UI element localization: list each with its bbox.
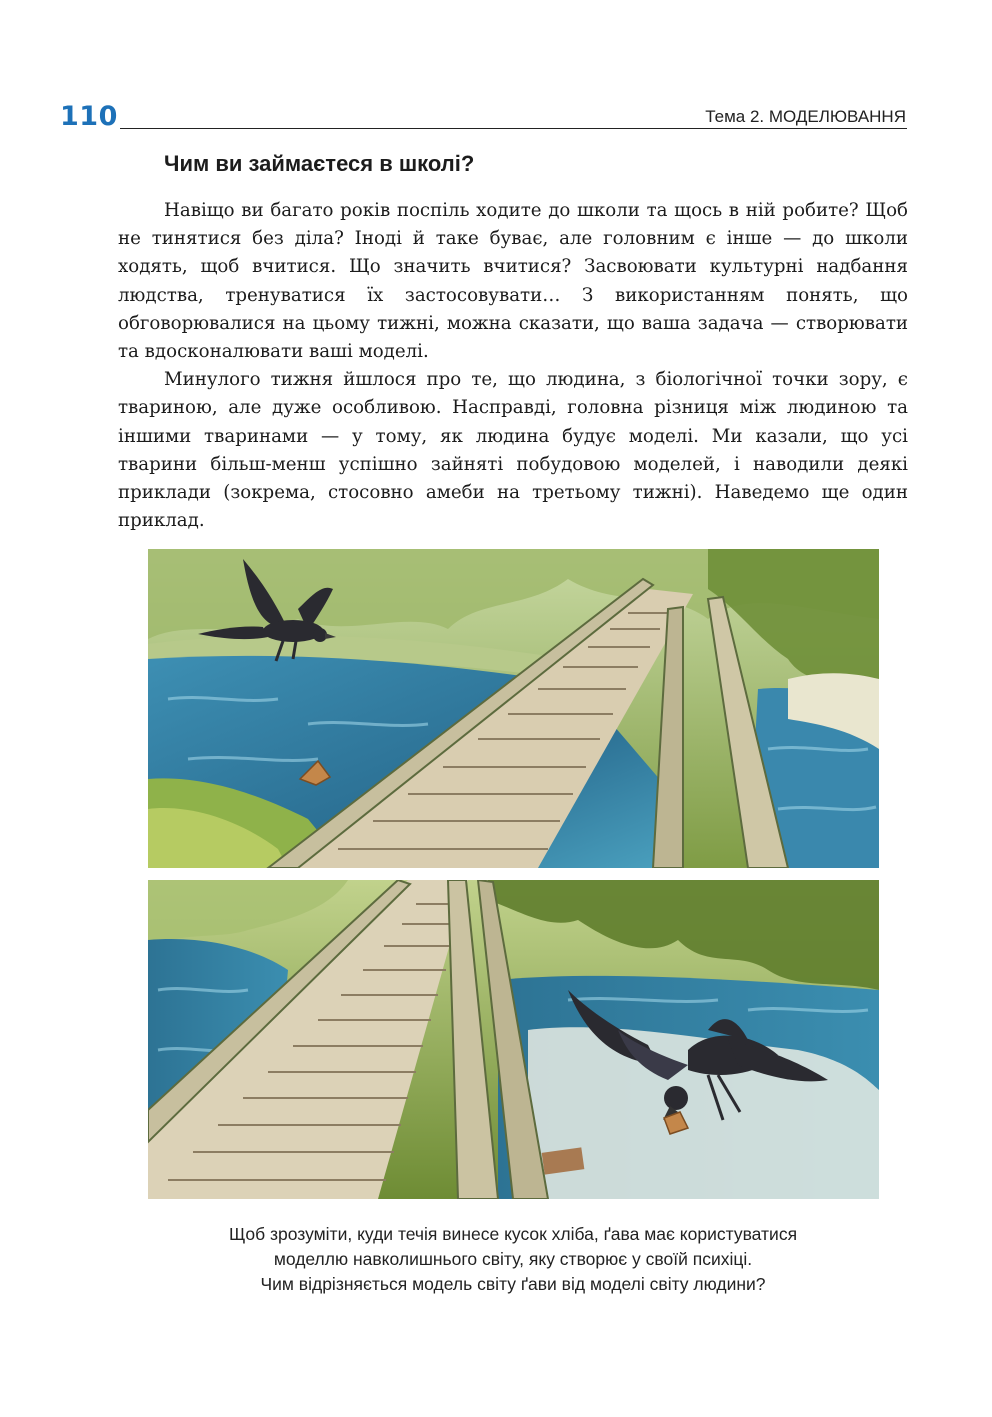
header-rule: [120, 128, 907, 129]
paragraph-2: Минулого тижня йшлося про те, що людина, з біологічної точки зору, є твариною, але дуже особливою. Насправді, головна різниця між людиною та іншими тваринами — у тому, як людина будує моделі. Ми казали, що усі тварини більш-менш успішно зайняті побудовою моделей, і наводили деякі приклади (зокрема, стосовно амеби на третьому тижні). Наведемо ще один приклад.: [118, 369, 908, 532]
illustration-crow-catching-bread: [148, 880, 879, 1199]
section-title: Чим ви займаєтеся в школі?: [164, 151, 475, 176]
page-number: 110: [60, 101, 118, 132]
caption-line-3: Чим відрізняється модель світу ґави від моделі світу людини?: [260, 1274, 766, 1294]
illustration-crow-flying: [148, 549, 879, 868]
running-head: Тема 2. МОДЕЛЮВАННЯ: [705, 107, 906, 126]
caption-line-2: моделлю навколишнього світу, яку створює у своїй психіці.: [273, 1249, 753, 1269]
figure-caption: [118, 1222, 908, 1297]
paragraph-1: Навіщо ви багато років поспіль ходите до школи та щось в ній робите? Щоб не тинятися без діла? Іноді й таке буває, але головним є інше — до школи ходять, щоб вчитися. Що значить вчитися? Засвоювати культурні надбання людства, тренуватися їх застосовувати… З використанням понять, що обговорювалися на цьому тижні, можна сказати, що ваша задача — створювати та вдосконалювати ваші моделі.: [118, 200, 908, 363]
body-text: [118, 197, 908, 535]
caption-line-1: Щоб зрозуміти, куди течія винесе кусок хліба, ґава має користуватися: [228, 1224, 798, 1244]
